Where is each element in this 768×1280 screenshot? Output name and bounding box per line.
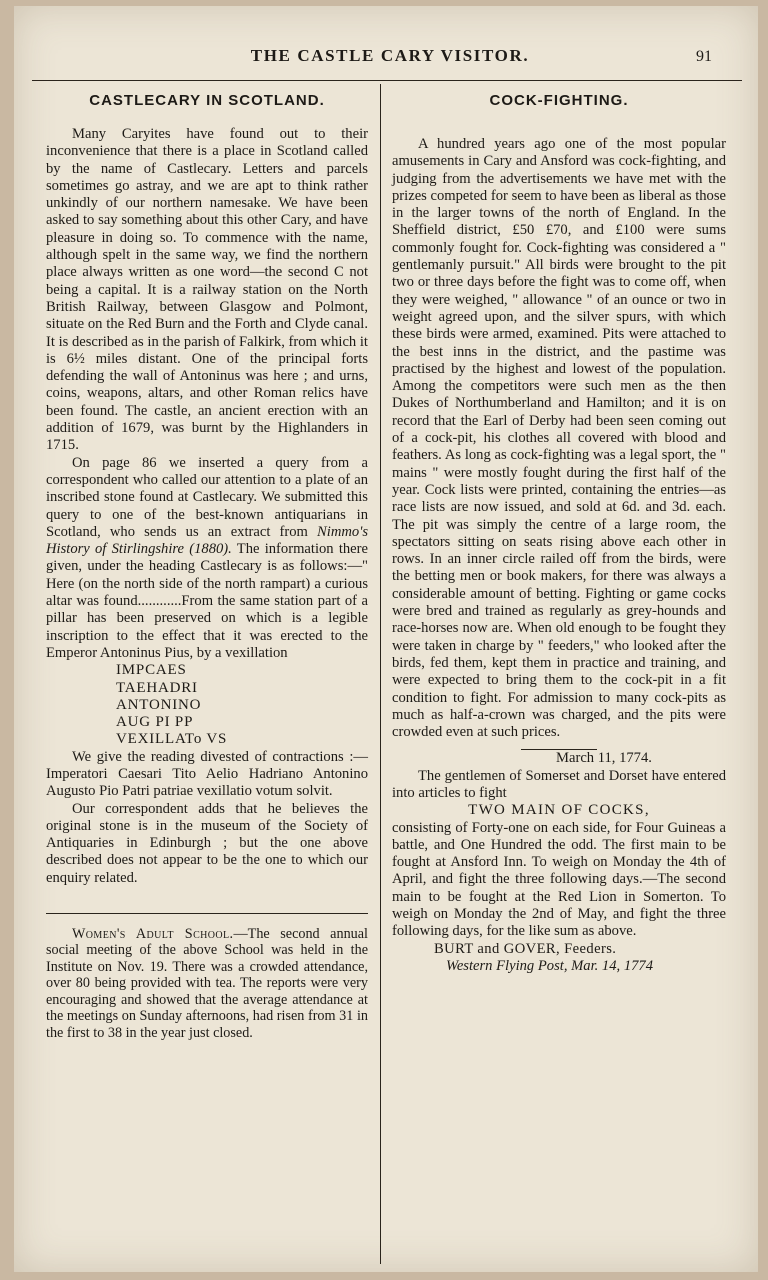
- column-divider: [380, 84, 381, 1264]
- inscription-line: AUG PI PP: [116, 714, 194, 731]
- castlecary-paragraph-2: [46, 455, 368, 663]
- advert-source: Western Flying Post, Mar. 14, 1774: [446, 957, 654, 974]
- advert-signature: BURT and GOVER, Feeders.: [434, 940, 617, 957]
- inscription-line: TAEHADRI: [116, 679, 198, 696]
- cockfighting-paragraph-1: A hundred years ago one of the most popular amusements in Cary and Ansford was cock-fighting, and judging from the advertisements we have met with the prizes competed for seem to have been as liberal as those in the larger towns of the north of England. In the Sheffield district, £50 £70, and £100 were sums commonly fought for. Cock-fighting was considered a " gentlemanly pursuit." All birds were brought to the pit two or three days before the fight was to come off, when they were weighed, " allowance " of an ounce or two in weight agreed upon, and the silver spurs, with which these birds were armed, examined. Pits were attached to the best inns in the district, and the pastime was practised by the highest and lowest of the population. Among the competitors were such men as the then Dukes of Northumberland and Hamilton; and it is on record that the Earl of Derby had been seen coming out of a cock-pit, his clothes all covered with blood and feathers. As long as cock-fighting was a legal sport, the " mains " were mostly fought during the first half of the year. Cock lists were printed, containing the entries—as race lists are now issued, and sold at 6d. and 3d. each. The pit was simply the centre of a large room, the spectators sitting on seats rising above each other in rows. In an inner circle railed off from the birds, were the betting men or book makers, for there was always a considerable amount of betting. Fighting or game cocks were bred and trained as regularly as grey-hounds and race-horses now are. When old enough to be fought they were taken in charge by " feeders," who looked after the birds, fed them, kept them in practice and training, and were expected to bring them to the cock-pit in a fit condition to fight. For admission to many cock-pits as much as half-a-crown was charged, and the pits were crowded even at such prices.: [392, 136, 726, 741]
- left-column: [46, 92, 368, 1041]
- nimmo-citation: Nimmo's History of Stirlingshire (1880).: [46, 523, 368, 558]
- castlecary-paragraph-1: Many Caryites have found out to their inconvenience that there is a place in Scotland called by the name of Castlecary. Letters and parcels sometimes go astray, and we are apt to think rather unkindly of our northern namesake. We have been asked to say something about this other Cary, and have pleasure in doing so. To commence with the name, although spelt in the same way, we find the northern place always written as one word—the second C not being a capital. It is a railway station on the North British Railway, between Glasgow and Polmont, situate on the Red Burn and the Forth and Clyde canal. It is described as in the parish of Falkirk, from which it is 6½ miles distant. One of the principal forts defending the wall of Antoninus was here ; and urns, coins, weapons, altars, and other Roman relics have been found. The castle, an ancient erection with an addition of 1679, was burnt by the Highlanders in 1715.: [46, 126, 368, 454]
- para2-text-a: On page 86 we inserted a query from a correspondent who called our attention to a plate of an inscribed stone found at Castlecary. We submitted this query to one of the best-known antiquarians in Scotland, who sends us an extract from: [46, 454, 368, 540]
- para2-text-b: The information there given, under the heading Castlecary is as follows:—" Here (on the north side of the north rampart) a curious altar was found............From the same station part of a pillar has been preserved on which is a legible inscription to the effect that it was erected to the Emperor Antoninus Pius, by a vexillation: [46, 541, 368, 661]
- page-number: 91: [696, 48, 712, 65]
- school-text: —The second annual social meeting of the above School was held in the Institute on Nov. 19. There was a crowded attendance, over 80 being provided with tea. The reports were very encouraging and showed that the average attendance at the meetings on Sunday afternoons, had risen from 31 in the first to 38 in the year just closed.: [46, 926, 368, 1041]
- book-page: [14, 6, 758, 1272]
- header-rule: [32, 80, 742, 81]
- castlecary-paragraph-4: Our correspondent adds that he believes the original stone is in the museum of the Society of Antiquaries in Edinburgh ; but the one above described does not appear to be the one to which our enquiry related.: [46, 800, 368, 886]
- inscription-line: VEXILLATo VS: [116, 731, 228, 748]
- school-title: Women's Adult School.: [72, 926, 234, 943]
- inscription-line: IMPCAES: [116, 662, 187, 679]
- page-header: [14, 46, 758, 70]
- advert-paragraph-2: consisting of Forty-one on each side, for Four Guineas a battle, and One Hundred the odd. The first main to be fought at Ansford Inn. To weigh on Monday the 4th of April, and fight the three following days.—The second main to be fought at the Red Lion in Somerton. To weigh on Monday the 2nd of May, and fight the three following days, for the like sum as above.: [392, 819, 726, 940]
- womens-adult-school-note: [46, 926, 368, 1041]
- castlecary-heading: CASTLECARY IN SCOTLAND.: [89, 92, 325, 109]
- running-title: THE CASTLE CARY VISITOR.: [250, 46, 530, 65]
- advert-date: March 11, 1774.: [556, 750, 652, 767]
- inscription-line: ANTONINO: [116, 696, 202, 713]
- cockfighting-heading: COCK-FIGHTING.: [489, 92, 629, 109]
- castlecary-paragraph-3: We give the reading divested of contractions :—Imperatori Caesari Tito Aelio Hadriano Antonino Augusto Pio Patri patriae vexillatio votum solvit.: [46, 748, 368, 800]
- advert-paragraph-1: The gentlemen of Somerset and Dorset have entered into articles to fight: [392, 767, 726, 801]
- advert-main-title: TWO MAIN OF COCKS,: [468, 802, 650, 819]
- roman-inscription: [116, 662, 368, 748]
- right-column: [392, 92, 726, 975]
